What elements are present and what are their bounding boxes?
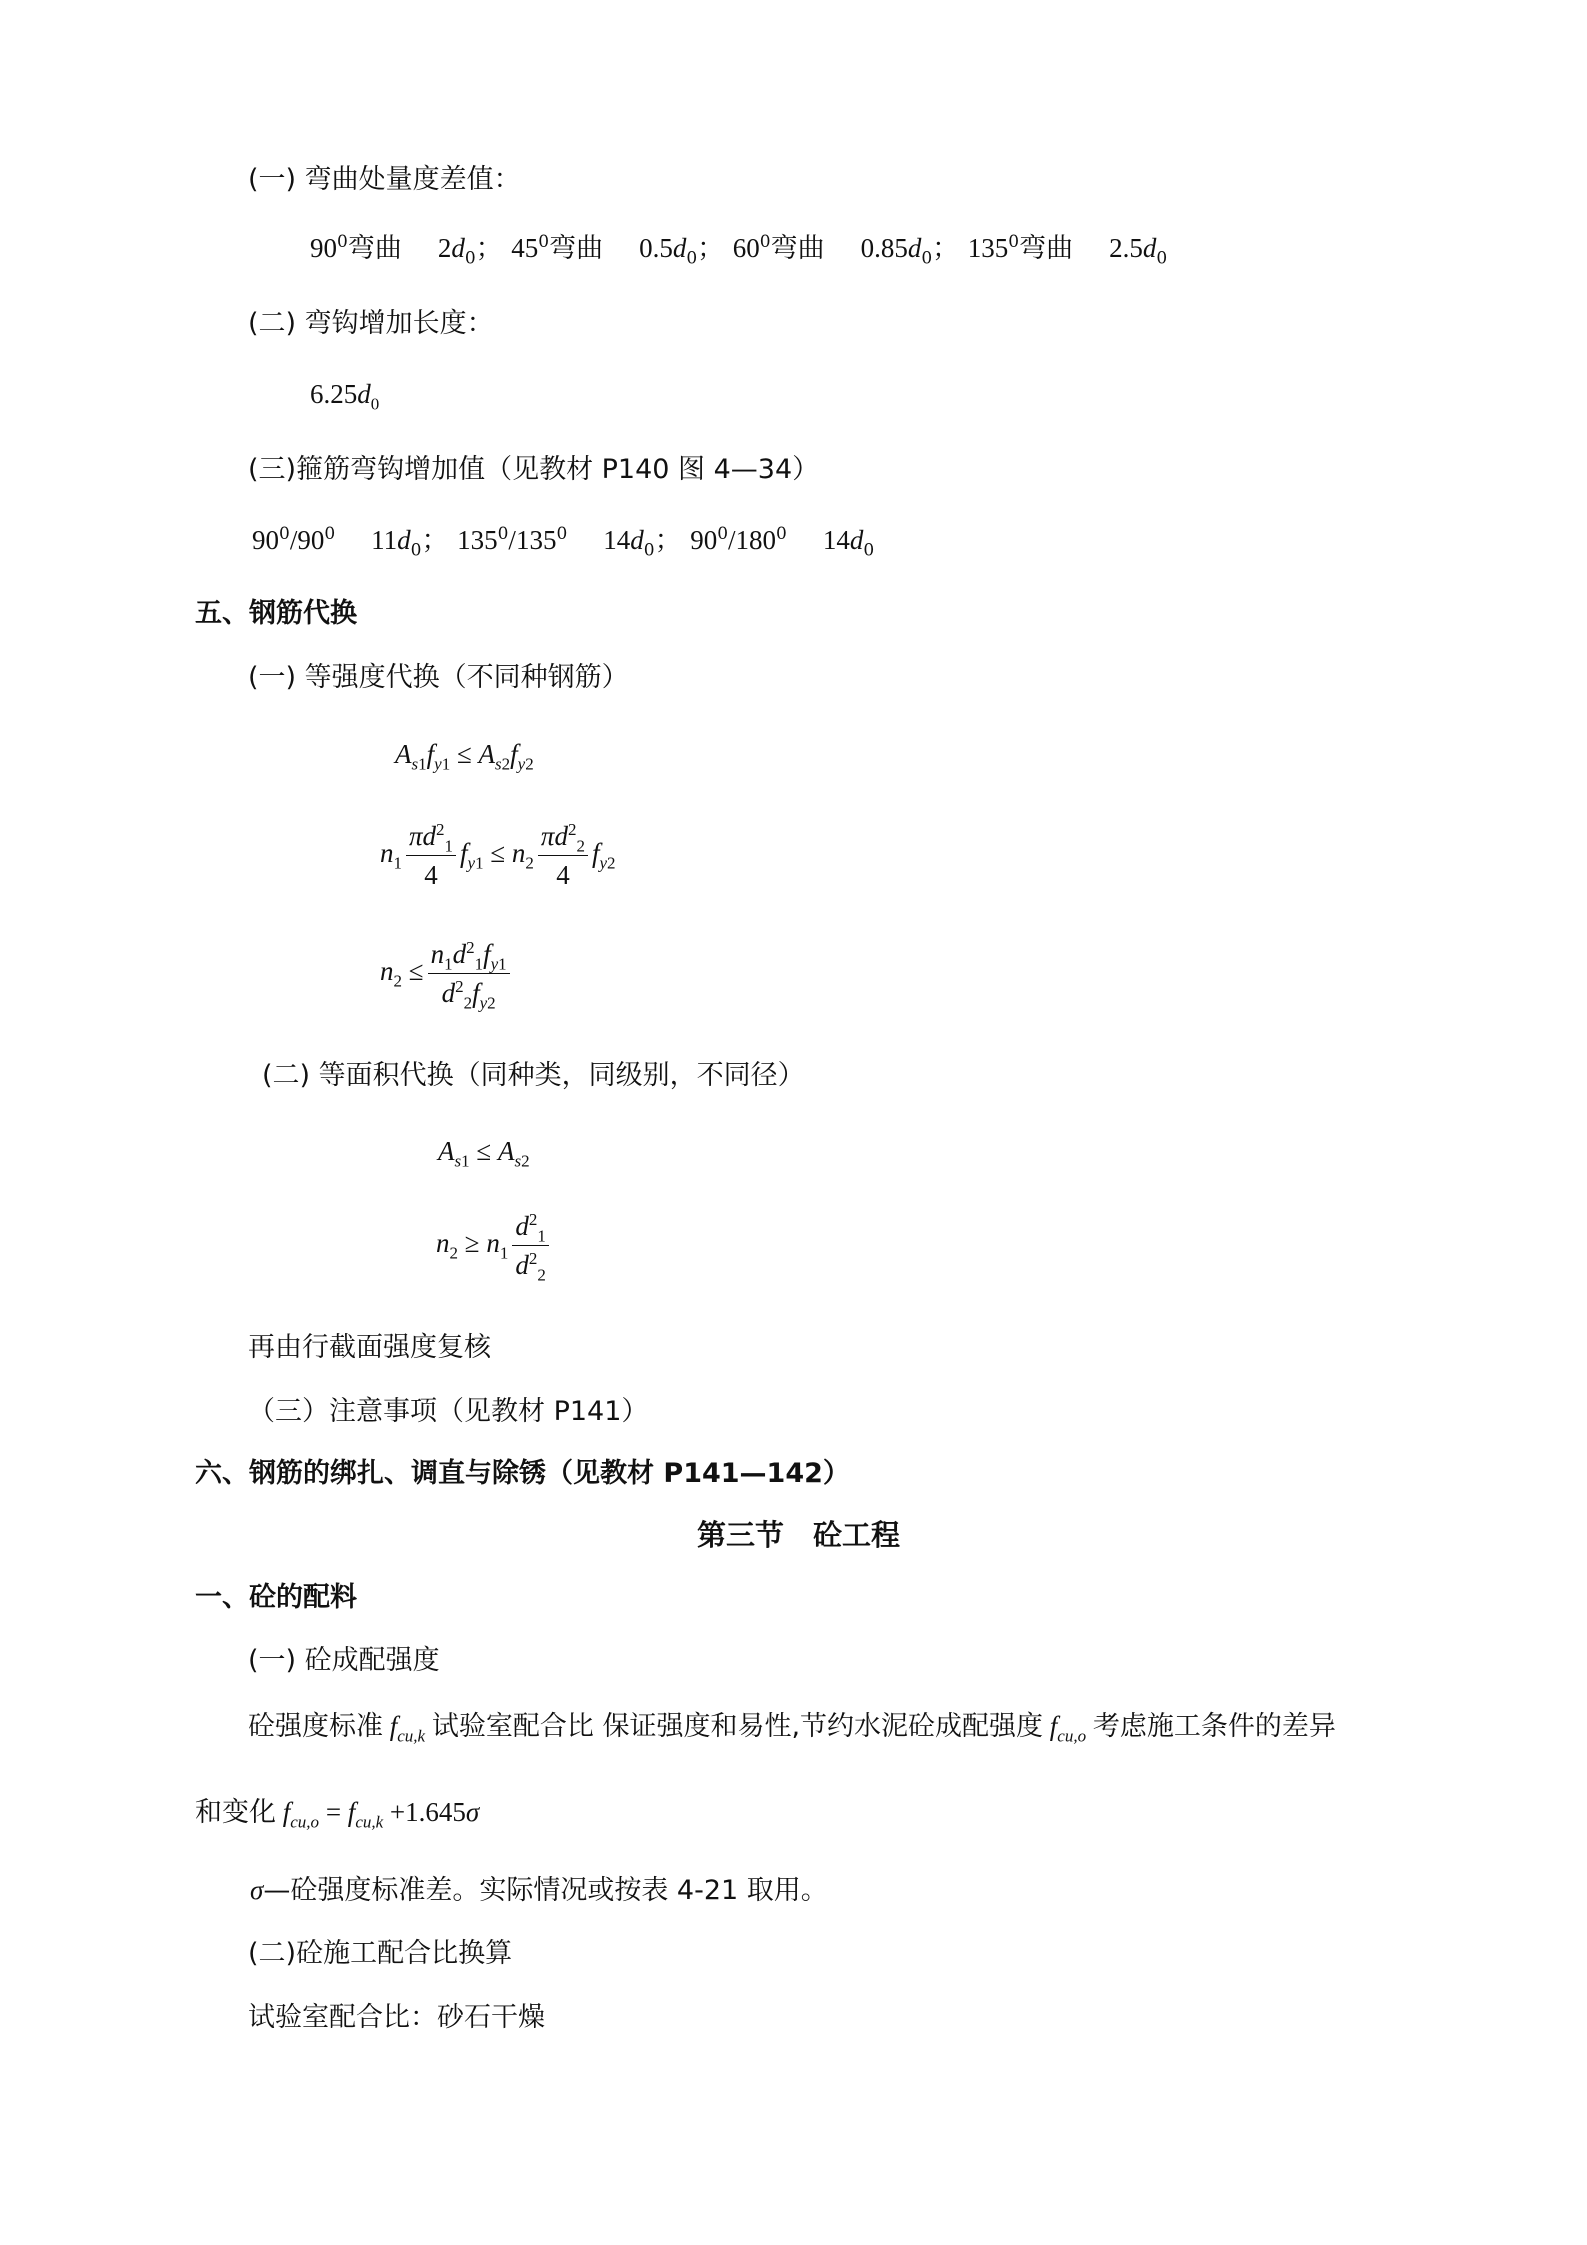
text-lab-mix: 试验室配合比：砂石干燥 <box>248 2002 545 2033</box>
subheading-equal-strength: (一) 等强度代换（不同种钢筋） <box>248 662 629 693</box>
formula-mix-strength: 和变化 $f_{cu,o} = f_{cu,k} +1.645\sigma$ <box>195 1797 480 1832</box>
bend-deduction-list <box>310 232 1168 269</box>
subheading-stirrup-hook: (三)箍筋弯钩增加值（见教材 P140 图 4—34） <box>248 454 820 485</box>
subheading-bend-deduction: (一) 弯曲处量度差值： <box>248 164 521 195</box>
heading-rebar-substitution: 五、钢筋代换 <box>195 598 357 629</box>
bend-item: $135^0$弯曲 $2.5d_0$ <box>967 232 1168 269</box>
paragraph-mix-strength: 砼强度标准 $f_{cu,k}$ 试验室配合比 保证强度和易性,节约水泥砼成配强度 $f_{cu,o}$ 考虑施工条件的差异 <box>248 1711 1336 1746</box>
formula-equal-strength-3: $n_2$ ≤ $\frac{n_1d^2_1f_{y1}}{d^2_2f_{y2}}$ <box>380 938 514 1010</box>
stirrup-item: $90^0/90^0$ $11d_0$； <box>252 524 449 561</box>
subheading-equal-area: (二) 等面积代换（同种类，同级别，不同径） <box>262 1060 805 1091</box>
formula-equal-strength-2: $n_1$ $\frac{\pi d^2_1}{4}$ $f_{y1} \le n_2$ $\frac{\pi d^2_2}{4}$ $f_{y2}$ <box>380 820 616 891</box>
formula-equal-strength-1: $A_{s1}f_{y1} \le A_{s2}f_{y2}$ <box>395 739 534 774</box>
subheading-site-mix: (二)砼施工配合比换算 <box>248 1938 513 1969</box>
formula-equal-area-2: $n_2 \ge n_1$ $\frac{d^2_1}{d^2_2}$ <box>436 1210 553 1282</box>
heading-concrete-batching: 一、砼的配料 <box>195 1582 357 1613</box>
subheading-hook-length: (二) 弯钩增加长度： <box>248 308 494 339</box>
bend-item: $45^0$弯曲 $0.5d_0$； <box>511 232 725 269</box>
bend-item: $90^0$弯曲 $2d_0$； <box>310 232 503 269</box>
bend-item: $60^0$弯曲 $0.85d_0$； <box>732 232 960 269</box>
text-strength-recheck: 再由行截面强度复核 <box>248 1332 491 1363</box>
stirrup-item: $135^0/135^0$ $14d_0$； <box>457 524 682 561</box>
subheading-notes: （三）注意事项（见教材 P141） <box>248 1396 649 1427</box>
section-title: 第三节 砼工程 <box>697 1518 901 1552</box>
formula-equal-area-1: $A_{s1} \le A_{s2}$ <box>438 1136 530 1171</box>
heading-binding-straightening: 六、钢筋的绑扎、调直与除锈（见教材 P141—142） <box>195 1458 850 1489</box>
text-sigma-definition: σ—砼强度标准差。实际情况或按表 4-21 取用。 <box>250 1875 828 1906</box>
subheading-mix-strength: (一) 砼成配强度 <box>248 1645 440 1676</box>
stirrup-item: $90^0/180^0$ $14d_0$ <box>690 524 875 561</box>
stirrup-hook-list <box>252 524 875 561</box>
hook-length-formula: $6.25d_0$ <box>310 379 380 414</box>
